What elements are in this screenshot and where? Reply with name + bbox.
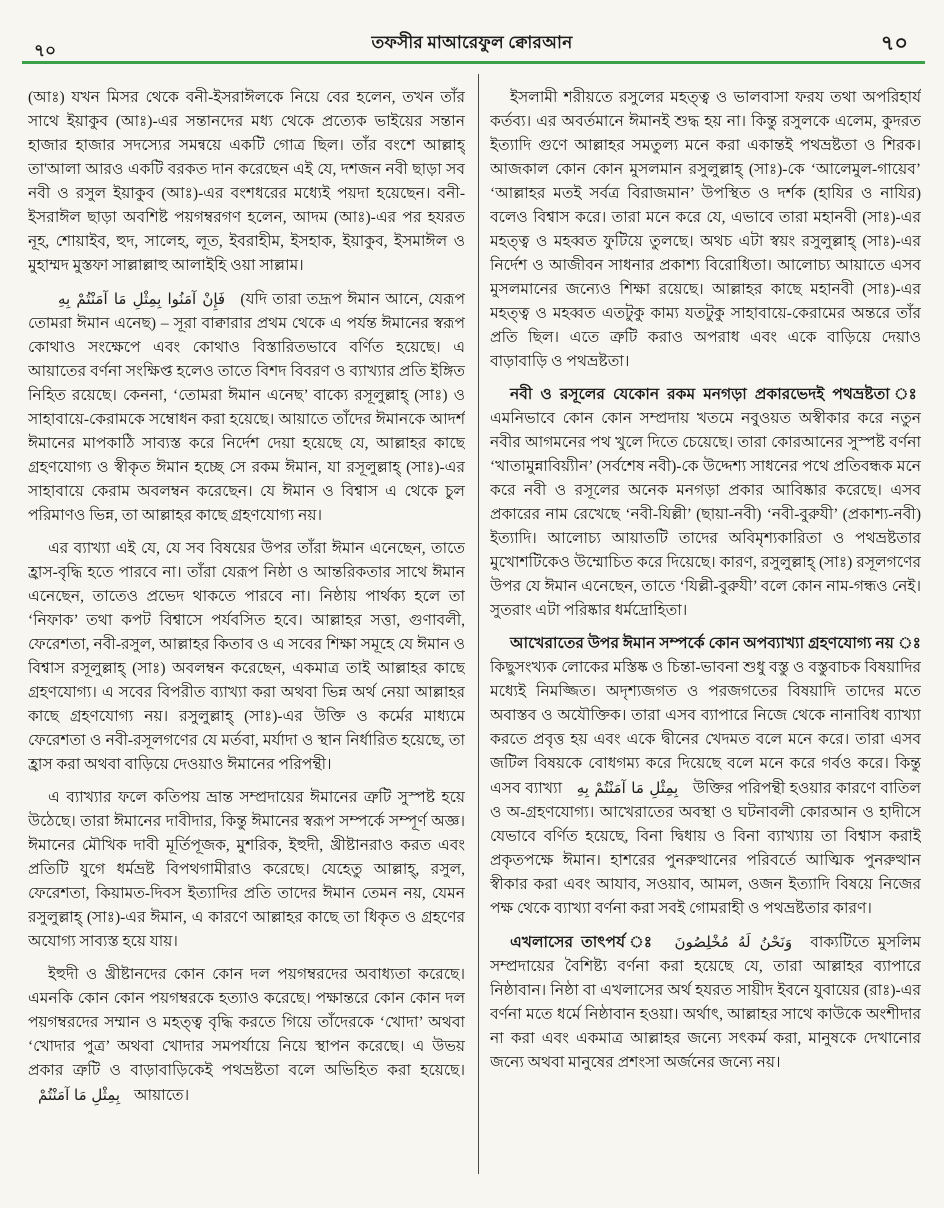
paragraph-text: এমনিভাবে কোন কোন সম্প্রদায় খতমে নবুওয়ত অস্বীকার করে নতুন নবীর আগমনের পথ খুলে দিতে চেয়েছে। তারা কোরআনের সুস্পষ্ট বর্ণনা ‘খাতামুন্নাবিয়্যীন’ (সর্বশেষ নবী)-কে উদ্দেশ্য সাধনের পথে প্রতিবন্ধক মনে করে নবী ও রসূলের অনেক মনগড়া প্রকার আবিষ্কার করেছে। এসব প্রকারের নাম রেখেছে ‘নবী-যিল্লী’ (ছায়া-নবী) ‘নবী-বুরুযী’ (প্রকাশ্য-নবী) ইত্যাদি। আলোচ্য আয়াতটি তাদের অবিমৃশ্যকারিতা ও পথভ্রষ্টতার মুখোশটিকেও উম্মোচিত করে দিয়েছে। কারণ, রসুলুল্লাহ্ (সাঃ) রসূলগণের উপর যে ঈমান এনেছেন, তাতে ‘যিল্লী-বুরুযী’ বলে কোন নাম-গন্ধও নেই। সুতরাং এটা পরিষ্কার ধর্মদ্রোহিতা। bbox=[490, 410, 921, 619]
arabic-verse: فَإِنْ آمَنُوا بِمِثْلِ مَا آمَنْتُمْ بِهِ bbox=[58, 290, 226, 308]
page-number-right: ৭০ bbox=[880, 31, 908, 55]
arabic-verse: بِمِثْلِ مَا آمَنْتُمْ بِهِ bbox=[576, 779, 679, 797]
paragraph bbox=[28, 963, 465, 1108]
section-heading: এখলাসের তাৎপর্য ঃ bbox=[510, 934, 657, 951]
section-heading: নবী ও রসূলের যেকোন রকম মনগড়া প্রকারভেদই পথভ্রষ্টতা ঃ bbox=[510, 386, 921, 403]
paragraph bbox=[28, 287, 465, 528]
header-rule bbox=[22, 61, 925, 64]
paragraph bbox=[28, 86, 465, 278]
paragraph bbox=[490, 930, 921, 1075]
paragraph-text: বাক্যটিতে মুসলিম সম্প্রদায়ের বৈশিষ্ট্য বর্ণনা করা হয়েছে যে, তারা আল্লাহর ব্যাপারে নিষ্ঠাবান। নিষ্ঠা বা এখলাসের অর্থ হযরত সায়ীদ ইবনে যুবায়ের (রাঃ)-এর বর্ণনা মতে ধর্মে নিষ্ঠাবান হওয়া। অর্থাৎ, আল্লাহর সাথে কাউকে অংশীদার না করা এবং একমাত্র আল্লাহর জন্যে সৎকর্ম করা, মানুষকে দেখানোর জন্যে অথবা মানুষের প্রশংসা অর্জনের জন্যে নয়। bbox=[490, 934, 921, 1071]
running-title: তফসীর মাআরেফুল ক্বোরআন bbox=[371, 33, 573, 52]
paragraph bbox=[490, 383, 921, 623]
paragraph-text: আয়াতে। bbox=[134, 1087, 190, 1104]
paragraph-text: (আঃ) যখন মিসর থেকে বনী-ইসরাঈলকে নিয়ে বের হলেন, তখন তাঁর সাথে ইয়াকুব (আঃ)-এর সন্তানদের মধ্য থেকে প্রত্যেক ভাইয়ের সন্তান হাজার হাজার সদস্যের সমন্বয়ে একটি গোত্র ছিল। তাঁর বংশে আল্লাহ্ তা'আলা আরও একটি বরকত দান করেছেন এই যে, দশজন নবী ছাড়া সব নবী ও রসুল ইয়াকুব (আঃ)-এর বংশধরের মধ্যেই পয়দা হয়েছেন। বনী-ইসরাঈল ছাড়া অবশিষ্ট পয়গম্বরগণ হলেন, আদম (আঃ)-এর পর হযরত নূহ, শোয়াইব, হুদ, সালেহ, লূত, ইবরাহীম, ইসহাক, ইয়াকুব, ইসমাঈল ও মুহাম্মদ মুস্তফা সাল্লাল্লাহু আলাইহি ওয়া সাল্লাম। bbox=[28, 89, 465, 274]
paragraph-text: এর ব্যাখ্যা এই যে, যে সব বিষয়ের উপর তাঁরা ঈমান এনেছেন, তাতে হ্রাস-বৃদ্ধি হতে পারবে না। তাঁরা যেরূপ নিষ্ঠা ও আন্তরিকতার সাথে ঈমান এনেছেন, তাতেও প্রভেদ থাকতে পারবে না। নিষ্ঠায় পার্থক্য হলে তা ‘নিফাক’ তথা কপট বিশ্বাসে পর্যবসিত হবে। আল্লাহর সত্তা, গুণাবলী, ফেরেশতা, নবী-রসুল, আল্লাহর কিতাব ও এ সবের শিক্ষা সমূহে যে ঈমান ও বিশ্বাস রসূলুল্লাহ্ (সাঃ) অবলম্বন করেছেন, একমাত্র তাই আল্লাহর কাছে গ্রহণযোগ্য। এ সবের বিপরীত ব্যাখ্যা করা অথবা ভিন্ন অর্থ নেয়া আল্লাহর কাছে গ্রহণযোগ্য নয়। রসুলুল্লাহ্ (সাঃ)-এর উক্তি ও কর্মের মাধ্যমে ফেরেশতা ও নবী-রসূলগণের যে মর্তবা, মর্যাদা ও স্থান নির্ধারিত হয়েছে, তা হ্রাস করা অথবা বাড়িয়ে দেওয়াও ঈমানের পরিপন্থী। bbox=[28, 540, 465, 773]
paragraph-text: কিছুসংখ্যক লোকের মস্তিষ্ক ও চিন্তা-ভাবনা শুধু বস্তু ও বস্তুবাচক বিষয়াদির মধ্যেই নিমজ্জিত। অদৃশ্যজগত ও পরজগতের বিষয়াদি তাদের মতে অবাস্তব ও অযৌক্তিক। তারা এসব ব্যাপারে নিজে থেকে নানাবিধ ব্যাখ্যা করতে প্রবৃত্ত হয় এবং একে দ্বীনের খেদমত বলে মনে করে। তারা এসব জটিল বিষয়কে বোধগম্য করে দিয়েছে বলে মনে করে গর্বও করে। কিন্তু এসব ব্যাখ্যা bbox=[490, 659, 921, 797]
paragraph bbox=[28, 786, 465, 954]
running-header bbox=[0, 0, 944, 60]
column-divider bbox=[478, 74, 479, 1174]
paragraph-text: এ ব্যাখ্যার ফলে কতিপয় ভ্রান্ত সম্প্রদায়ের ঈমানের ত্রুটি সুস্পষ্ট হয়ে উঠেছে। তারা ঈমানের দাবীদার, কিন্তু ঈমানের স্বরূপ সম্পর্কে সম্পূর্ণ অজ্ঞ। ঈমানের মৌখিক দাবী মূর্তিপূজক, মুশরিক, ইহুদী, খ্রীষ্টানরাও করত এবং প্রতিটি যুগে ধর্মভ্রষ্ট বিপথগামীরাও করেছে। যেহেতু আল্লাহ্, রসুল, ফেরেশতা, কিয়ামত-দিবস ইত্যাদির প্রতি তাদের ঈমান তেমন নয়, যেমন রসুলুল্লাহ্ (সাঃ)-এর ঈমান, এ কারণে আল্লাহর কাছে তা ধিকৃত ও গ্রহণের অযোগ্য সাব্যস্ত হয়ে যায়। bbox=[28, 789, 465, 950]
paragraph-text: ইহুদী ও খ্রীষ্টানদের কোন কোন দল পয়গম্বরদের অবাধ্যতা করেছে। এমনকি কোন কোন পয়গম্বরকে হত্যাও করেছে। পক্ষান্তরে কোন কোন দল পয়গম্বরদের সম্মান ও মহত্ত্ব বৃদ্ধি করতে গিয়ে তাঁদেরকে ‘খোদা’ অথবা ‘খোদার পুত্র’ অথবা খোদার সমপর্যায়ে নিয়ে স্থাপন করেছে। এ উভয় প্রকার ত্রুটি ও বাড়াবাড়িকেই পথভ্রষ্টতা বলে অভিহিত করা হয়েছে। bbox=[28, 966, 465, 1079]
paragraph bbox=[28, 537, 465, 777]
paragraph bbox=[490, 86, 921, 374]
paragraph bbox=[490, 632, 921, 921]
paragraph-text: ইসলামী শরীয়তে রসুলের মহত্ত্ব ও ভালবাসা ফরয তথা অপরিহার্য কর্তব্য। এর অবর্তমানে ঈমানই শুদ্ধ হয় না। কিন্তু রসুলকে এলেম, কুদরত ইত্যাদি গুণে আল্লাহর সমতুল্য মনে করা একান্তই পথভ্রষ্টতা ও শিরক। আজকাল কোন কোন মুসলমান রসুলুল্লাহ্ (সাঃ)-কে ‘আলেমুল-গায়েব’ ‘আল্লাহর মতই সর্বত্র বিরাজমান’ উপস্থিত ও দর্শক (হাযির ও নাযির) বলেও বিশ্বাস করে। তারা মনে করে যে, এভাবে তারা মহানবী (সাঃ)-এর মহত্ত্ব ও মহব্বত ফুটিয়ে তুলছে। অথচ এটা স্বয়ং রসুলুল্লাহ্ (সাঃ)-এর নির্দেশ ও আজীবন সাধনার প্রকাশ্য বিরোধিতা। আলোচ্য আয়াতে এসব মুসলমানের জন্যেও শিক্ষা রয়েছে। আল্লাহর কাছে মহানবী (সাঃ)-এর মহত্ত্ব ও মহব্বত এতটুকু কাম্য যতটুকু সাহাবায়ে-কেরামের অন্তরে তাঁর প্রতি ছিল। এতে ত্রুটি করাও অপরাধ এবং একে বাড়িয়ে দেয়াও বাড়াবাড়ি ও পথভ্রষ্টতা। bbox=[490, 89, 921, 370]
arabic-verse: وَنَحْنُ لَهُ مُخْلِصُونَ bbox=[674, 933, 793, 951]
right-column bbox=[490, 86, 921, 1190]
paragraph-text: (যদি তারা তদ্রূপ ঈমান আনে, যেরূপ তোমরা ঈমান এনেছ) – সূরা বাক্বারার প্রথম থেকে এ পর্যন্ত ঈমানের স্বরূপ কোথাও সংক্ষেপে এবং কোথাও বিস্তারিতভাবে বর্ণিত হয়েছে। এ আয়াতের বর্ণনা সংক্ষিপ্ত হলেও তাতে বিশদ বিবরণ ও ব্যাখ্যার প্রতি ইঙ্গিত নিহিত রয়েছে। কেননা, ‘তোমরা ঈমান এনেছ’ বাক্যে রসূলুল্লাহ্ (সাঃ) ও সাহাবায়ে-কেরামকে সম্বোধন করা হয়েছে। আয়াতে তাঁদের ঈমানকে আদর্শ ঈমানের মাপকাঠি সাব্যস্ত করে নির্দেশ দেয়া হয়েছে যে, আল্লাহর কাছে গ্রহণযোগ্য ও স্বীকৃত ঈমান হচ্ছে সে রকম ঈমান, যা রসূলুল্লাহ্ (সাঃ)-এর সাহাবায়ে কেরাম অবলম্বন করেছেন। যে ঈমান ও বিশ্বাস এ থেকে চুল পরিমাণও ভিন্ন, তা আল্লাহর কাছে গ্রহণযোগ্য নয়। bbox=[28, 291, 465, 524]
page-number-left: ৭০ bbox=[34, 41, 57, 60]
paragraph-text: উক্তির পরিপন্থী হওয়ার কারণে বাতিল ও অ-গ্রহণযোগ্য। আখেরাতের অবস্থা ও ঘটনাবলী কোরআন ও হাদীসে যেভাবে বর্ণিত হয়েছে, বিনা দ্বিধায় ও বিনা ব্যাখ্যায় তা বিশ্বাস করাই প্রকৃতপক্ষে ঈমান। হাশরের পুনরুত্থানের পরিবর্তে আত্মিক পুনরুত্থান স্বীকার করা এবং আযাব, সওয়াব, আমল, ওজন ইত্যাদি বিষয়ে নিজের পক্ষ থেকে ব্যাখ্যা বর্ণনা করা সবই গোমরাহী ও পথভ্রষ্টতার কারণ। bbox=[490, 780, 921, 917]
section-heading: আখেরাতের উপর ঈমান সম্পর্কে কোন অপব্যাখ্যা গ্রহণযোগ্য নয় ঃ bbox=[510, 635, 921, 652]
left-column bbox=[28, 86, 465, 1190]
arabic-verse: بِمِثْلِ مَا آمَنْتُمْ bbox=[38, 1086, 121, 1104]
